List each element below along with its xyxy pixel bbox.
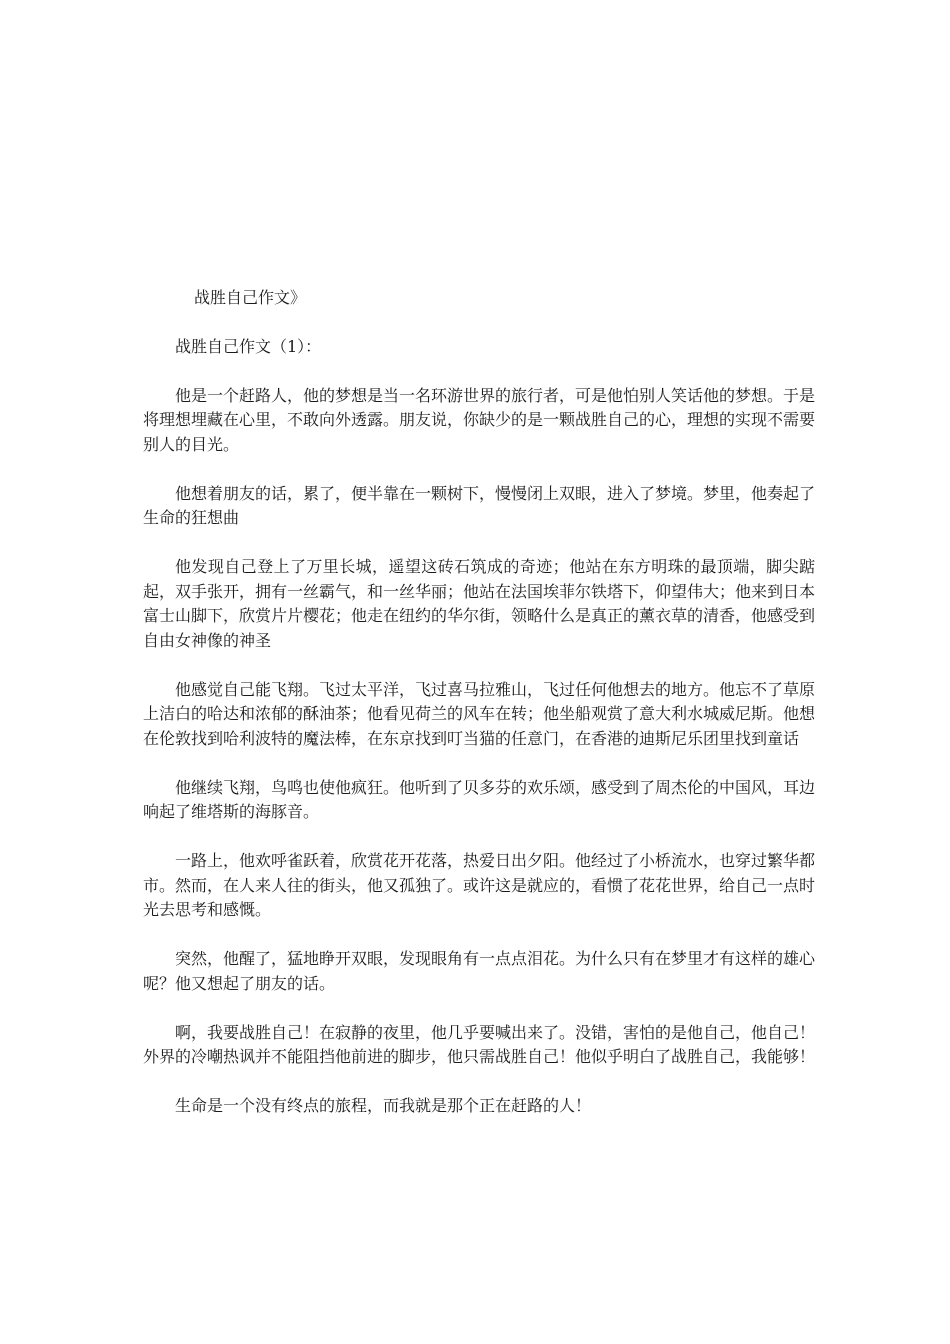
paragraph: 啊，我要战胜自己！在寂静的夜里，他几乎要喊出来了。没错，害怕的是他自己，他自己！外界的冷嘲热讽并不能阻挡他前进的脚步，他只需战胜自己！他似乎明白了战胜自己，我能够！ [143, 1022, 816, 1066]
paragraph: 一路上，他欢呼雀跃着，欣赏花开花落，热爱日出夕阳。他经过了小桥流水，也穿过繁华都市。然而，在人来人往的街头，他又孤独了。或许这是就应的，看惯了花花世界，给自己一点时光去思考和感慨。 [143, 851, 816, 919]
paragraph: 他发现自己登上了万里长城，遥望这砖石筑成的奇迹；他站在东方明珠的最顶端，脚尖踮起，双手张开，拥有一丝霸气，和一丝华丽；他站在法国埃菲尔铁塔下，仰望伟大；他来到日本富士山脚下，欣赏片片樱花；他走在纽约的华尔街，领略什么是真正的薰衣草的清香，他感受到自由女神像的神圣 [143, 557, 816, 650]
paragraph: 突然，他醒了，猛地睁开双眼，发现眼角有一点点泪花。为什么只有在梦里才有这样的雄心呢？他又想起了朋友的话。 [143, 949, 816, 993]
document-title: 战胜自己作文》 [194, 288, 307, 307]
document-body [143, 286, 815, 1143]
paragraph: 他感觉自己能飞翔。飞过太平洋，飞过喜马拉雅山，飞过任何他想去的地方。他忘不了草原上洁白的哈达和浓郁的酥油茶；他看见荷兰的风车在转；他坐船观赏了意大利水城威尼斯。他想在伦敦找到哈利波特的魔法棒，在东京找到叮当猫的任意门，在香港的迪斯尼乐团里找到童话 [143, 679, 816, 748]
paragraph: 生命是一个没有终点的旅程，而我就是那个正在赶路的人！ [175, 1096, 592, 1115]
paragraph: 他是一个赶路人，他的梦想是当一名环游世界的旅行者，可是他怕别人笑话他的梦想。于是将理想埋藏在心里，不敢向外透露。朋友说，你缺少的是一颗战胜自己的心，理想的实现不需要别人的目光。 [143, 385, 816, 454]
paragraph: 他继续飞翔，鸟鸣也使他疯狂。他听到了贝多芬的欢乐颂，感受到了周杰伦的中国风，耳边响起了维塔斯的海豚音。 [143, 777, 816, 821]
section-heading: 战胜自己作文（1）： [175, 336, 322, 356]
paragraph: 他想着朋友的话，累了，便半靠在一颗树下，慢慢闭上双眼，进入了梦境。梦里，他奏起了生命的狂想曲 [143, 483, 816, 527]
